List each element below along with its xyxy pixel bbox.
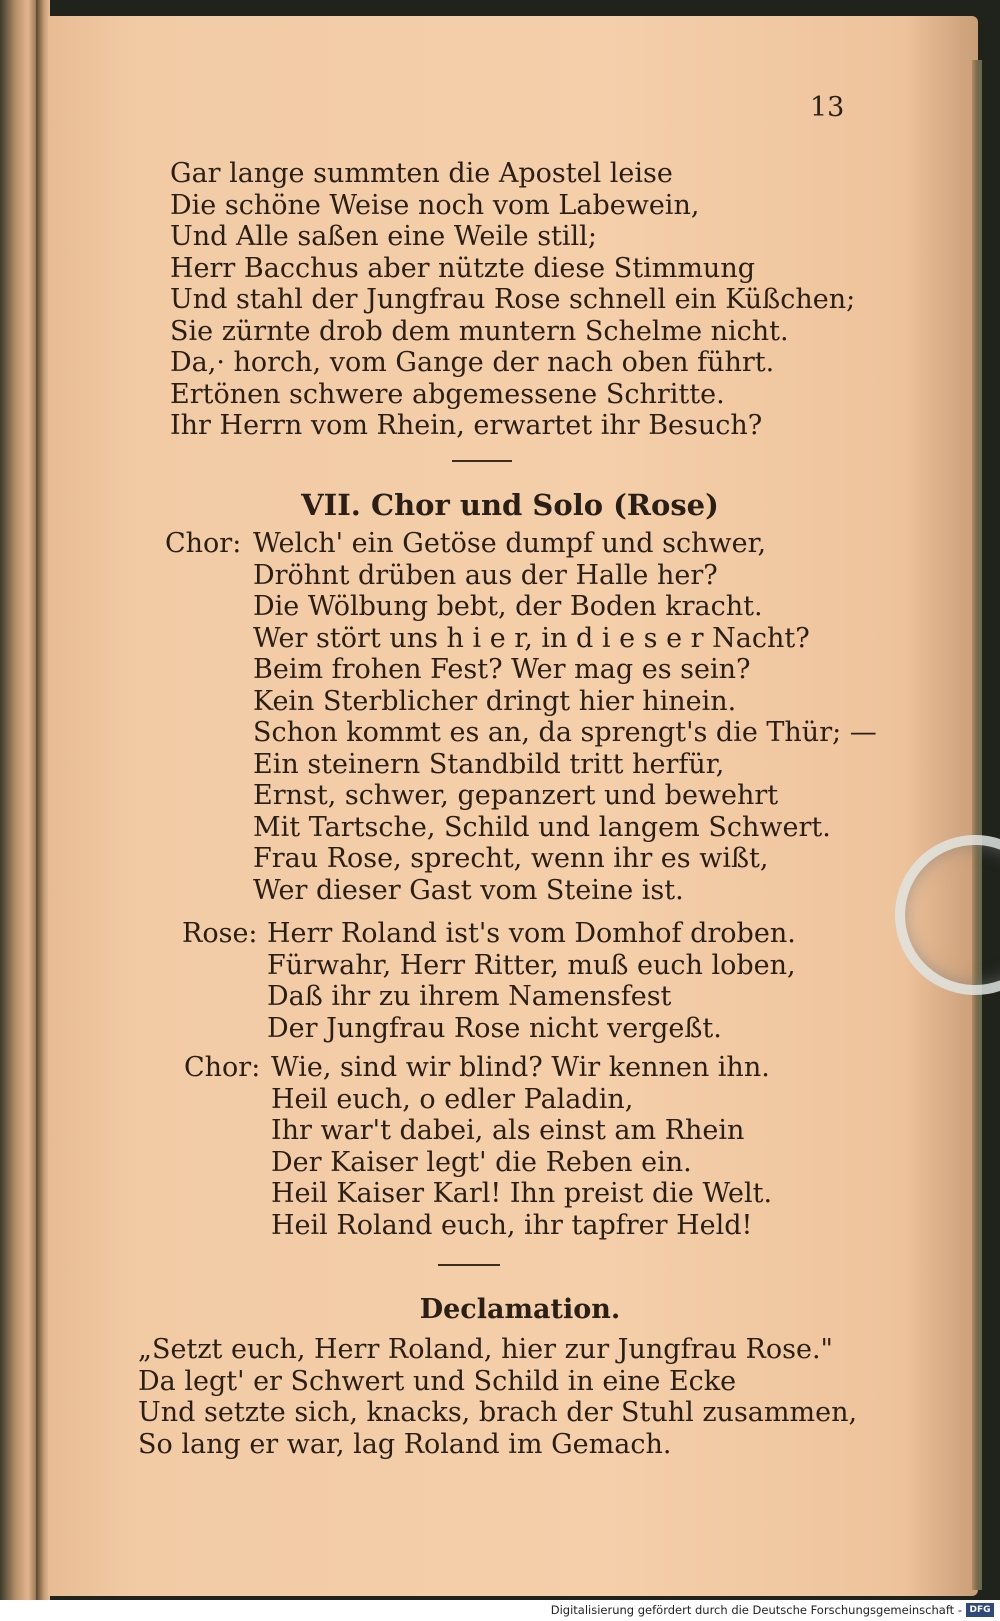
page-number: 13 xyxy=(810,92,845,123)
dfg-logo: DFG xyxy=(966,1603,994,1617)
right-page-edge xyxy=(972,60,982,1590)
verse-line: Fürwahr, Herr Ritter, muß euch loben, xyxy=(267,949,796,981)
verse-line: Ertönen schwere abgemessene Schritte. xyxy=(170,378,725,410)
section-divider xyxy=(452,460,512,462)
verse-line: Dröhnt drüben aus der Halle her? xyxy=(253,559,718,591)
verse-line: Herr Roland ist's vom Domhof droben. xyxy=(267,918,796,949)
verse-line: Wer stört uns h i e r, in d i e s e r Nacht? xyxy=(253,622,810,654)
verse-line: Herr Bacchus aber nützte diese Stimmung xyxy=(170,252,755,284)
rose-verse xyxy=(267,918,796,1044)
verse-line: Wie, sind wir blind? Wir kennen ihn. xyxy=(271,1052,770,1083)
verse-line: Der Jungfrau Rose nicht vergeßt. xyxy=(267,1012,722,1044)
verse-line: Daß ihr zu ihrem Namensfest xyxy=(267,981,672,1012)
verse-line: Ernst, schwer, gepanzert und bewehrt xyxy=(253,780,779,811)
verse-line: „Setzt euch, Herr Roland, hier zur Jungfrau Rose." xyxy=(138,1334,833,1365)
verse-line: Und setzte sich, knacks, brach der Stuhl zusammen, xyxy=(138,1397,858,1428)
stanza-1 xyxy=(170,158,855,442)
section-heading: VII. Chor und Solo (Rose) xyxy=(301,488,719,522)
verse-line: Gar lange summten die Apostel leise xyxy=(170,158,673,189)
verse-line: Sie zürnte drob dem muntern Schelme nicht. xyxy=(170,315,789,347)
verse-line: Beim frohen Fest? Wer mag es sein? xyxy=(253,654,751,685)
verse-line: Welch' ein Getöse dumpf und schwer, xyxy=(253,528,767,559)
verse-line: Frau Rose, sprecht, wenn ihr es wißt, xyxy=(253,843,769,874)
chor-verse-2 xyxy=(271,1052,772,1241)
verse-line: Die Wölbung bebt, der Boden kracht. xyxy=(253,591,763,622)
verse-line: Ihr war't dabei, als einst am Rhein xyxy=(271,1115,745,1146)
funding-credit: Digitalisierung gefördert durch die Deutsche Forschungsgemeinschaft - xyxy=(550,1603,962,1617)
section-divider xyxy=(438,1264,500,1266)
verse-line: Die schöne Weise noch vom Labewein, xyxy=(170,189,700,221)
verse-line: Ihr Herrn vom Rhein, erwartet ihr Besuch? xyxy=(170,410,763,441)
verse-line: Heil Roland euch, ihr tapfrer Held! xyxy=(271,1209,753,1241)
left-page-edge xyxy=(0,0,40,1600)
declamation-heading: Declamation. xyxy=(419,1294,621,1325)
verse-line: Heil Kaiser Karl! Ihn preist die Welt. xyxy=(271,1178,773,1209)
verse-line: Schon kommt es an, da sprengt's die Thür; — xyxy=(253,717,877,748)
verse-line: Da legt' er Schwert und Schild in eine Ecke xyxy=(138,1365,737,1397)
speaker-label-rose: Rose: xyxy=(182,918,258,949)
verse-line: Mit Tartsche, Schild und langem Schwert. xyxy=(253,811,831,843)
speaker-label-chor: Chor: xyxy=(184,1052,261,1083)
verse-line: Kein Sterblicher dringt hier hinein. xyxy=(253,685,737,717)
verse-line: Wer dieser Gast vom Steine ist. xyxy=(253,874,684,906)
verse-line: Der Kaiser legt' die Reben ein. xyxy=(271,1146,692,1178)
digitization-footer xyxy=(0,1600,1000,1621)
verse-line: Und Alle saßen eine Weile still; xyxy=(170,221,597,252)
declamation-verse xyxy=(138,1334,857,1460)
verse-line: Ein steinern Standbild tritt herfür, xyxy=(253,748,725,780)
speaker-label-chor: Chor: xyxy=(165,528,242,559)
chor-verse-1 xyxy=(253,528,877,906)
verse-line: Und stahl der Jungfrau Rose schnell ein Küßchen; xyxy=(170,284,856,315)
verse-line: Heil euch, o edler Paladin, xyxy=(271,1083,634,1115)
verse-line: Da,· horch, vom Gange der nach oben führt. xyxy=(170,347,775,378)
verse-line: So lang er war, lag Roland im Gemach. xyxy=(138,1428,672,1460)
